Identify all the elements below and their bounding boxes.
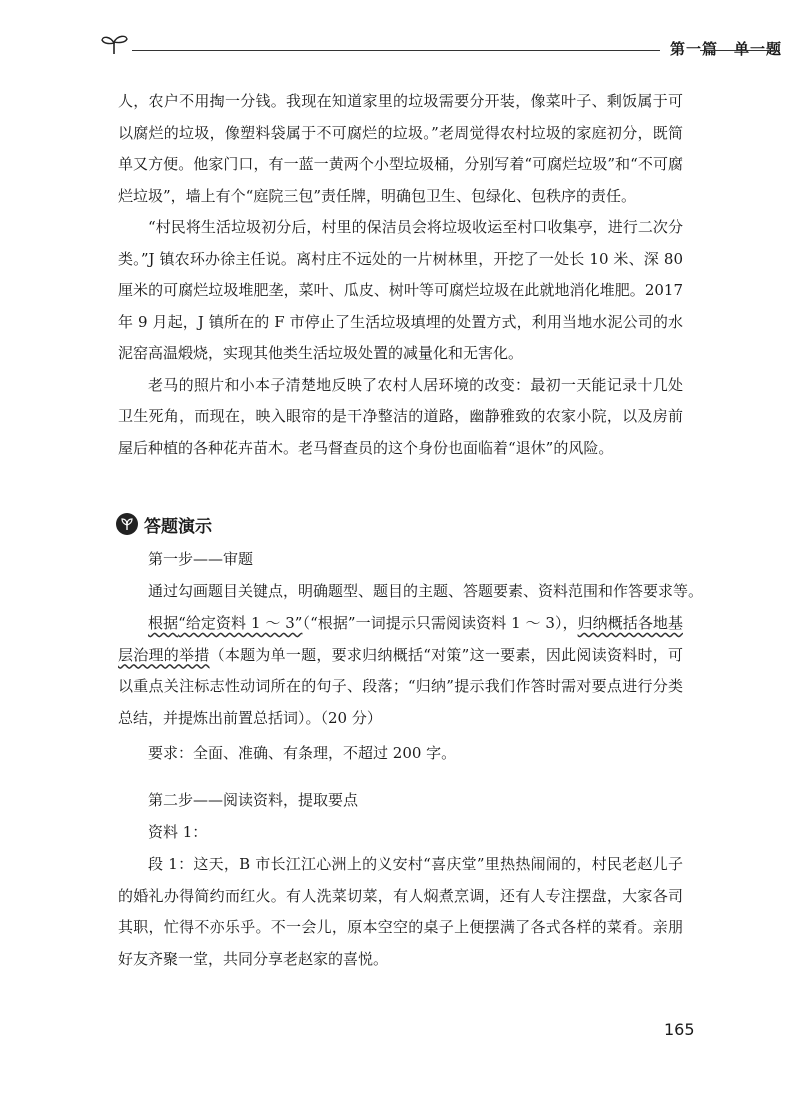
step2-title: 第二步——阅读资料，提取要点 (148, 791, 359, 809)
paragraph-1: 段 1：这天，B 市长江江心洲上的义安村“喜庆堂”里热热闹闹的，村民老赵儿子的婚礼办得简约而红火。有人洗菜切菜，有人焖煮烹调，还有人专注摆盘，大家各司其职，忙得不亦乐乎。不一会儿，原本空空的桌子上便摆满了各式各样的菜肴。亲朋好友齐聚一堂，共同分享老赵家的喜悦。 (118, 855, 683, 968)
section-title: 答题演示 (144, 516, 212, 537)
answer-demo-heading (116, 510, 212, 538)
passage-continued (118, 86, 683, 464)
material-paragraph (118, 849, 683, 975)
passage-paragraph-2: “村民将生活垃圾初分后，村里的保洁员会将垃圾收运至村口收集亭，进行二次分类。”J 镇农环办徐主任说。离村庄不远处的一片树林里，开挖了一处长 10 米、深 80 厘米的可腐烂垃圾堆肥垄，菜叶、瓜皮、树叶等可腐烂垃圾在此就地消化堆肥。2017 年 9 月起，J 镇所在的 F 市停止了生活垃圾填埋的处置方式，利用当地水泥公司的水泥窑高温煅烧，实现其他类生活垃圾处置的减量化和无害化。 (118, 218, 683, 362)
keyword-material-range: “给定资料 1 ～ 3” (178, 614, 303, 632)
requirement: 要求：全面、准确、有条理，不超过 200 字。 (148, 744, 457, 762)
question-text (118, 608, 683, 734)
passage-paragraph-1: 人，农户不用掏一分钱。我现在知道家里的垃圾需要分开装，像菜叶子、剩饭属于可以腐烂的垃圾，像塑料袋属于不可腐烂的垃圾。”老周觉得农村垃圾的家庭初分，既简单又方便。他家门口，有一蓝一黄两个小型垃圾桶，分别写着“可腐烂垃圾”和“不可腐烂垃圾”，墙上有个“庭院三包”责任牌，明确包卫生、包绿化、包秩序的责任。 (118, 92, 683, 205)
header-rule-left (132, 50, 660, 51)
header-rule-right (700, 50, 780, 51)
leaf-icon (116, 513, 138, 535)
material-label: 资料 1： (148, 823, 208, 841)
passage-paragraph-3: 老马的照片和小本子清楚地反映了农村人居环境的改变：最初一天能记录十几处卫生死角，而现在，映入眼帘的是干净整洁的道路，幽静雅致的农家小院，以及房前屋后种植的各种花卉苗木。老马督查员的这个身份也面临着“退休”的风险。 (118, 375, 683, 457)
header-title: 第一篇 单一题 (670, 40, 783, 58)
page-number: 165 (664, 1020, 695, 1039)
note-genju: （“根据”一词提示只需阅读资料 1 ～ 3）， (302, 614, 578, 632)
question-block (118, 608, 683, 734)
keyword-task: 归纳概括各地基层治理的举措 (118, 614, 683, 664)
sprout-icon (100, 32, 130, 56)
keyword-genju: 根据 (148, 614, 179, 632)
note-task: （本题为单一题，要求归纳概括“对策”这一要素，因此阅读资料时，可以重点关注标志性动词所在的句子、段落；“归纳”提示我们作答时需对要点进行分类总结，并提炼出前置总括词）。（20 分） (118, 645, 683, 727)
step1-title: 第一步——审题 (148, 550, 254, 568)
step1-intro: 通过勾画题目关键点，明确题型、题目的主题、答题要素、资料范围和作答要求等。 (148, 582, 704, 600)
running-header (100, 28, 783, 68)
